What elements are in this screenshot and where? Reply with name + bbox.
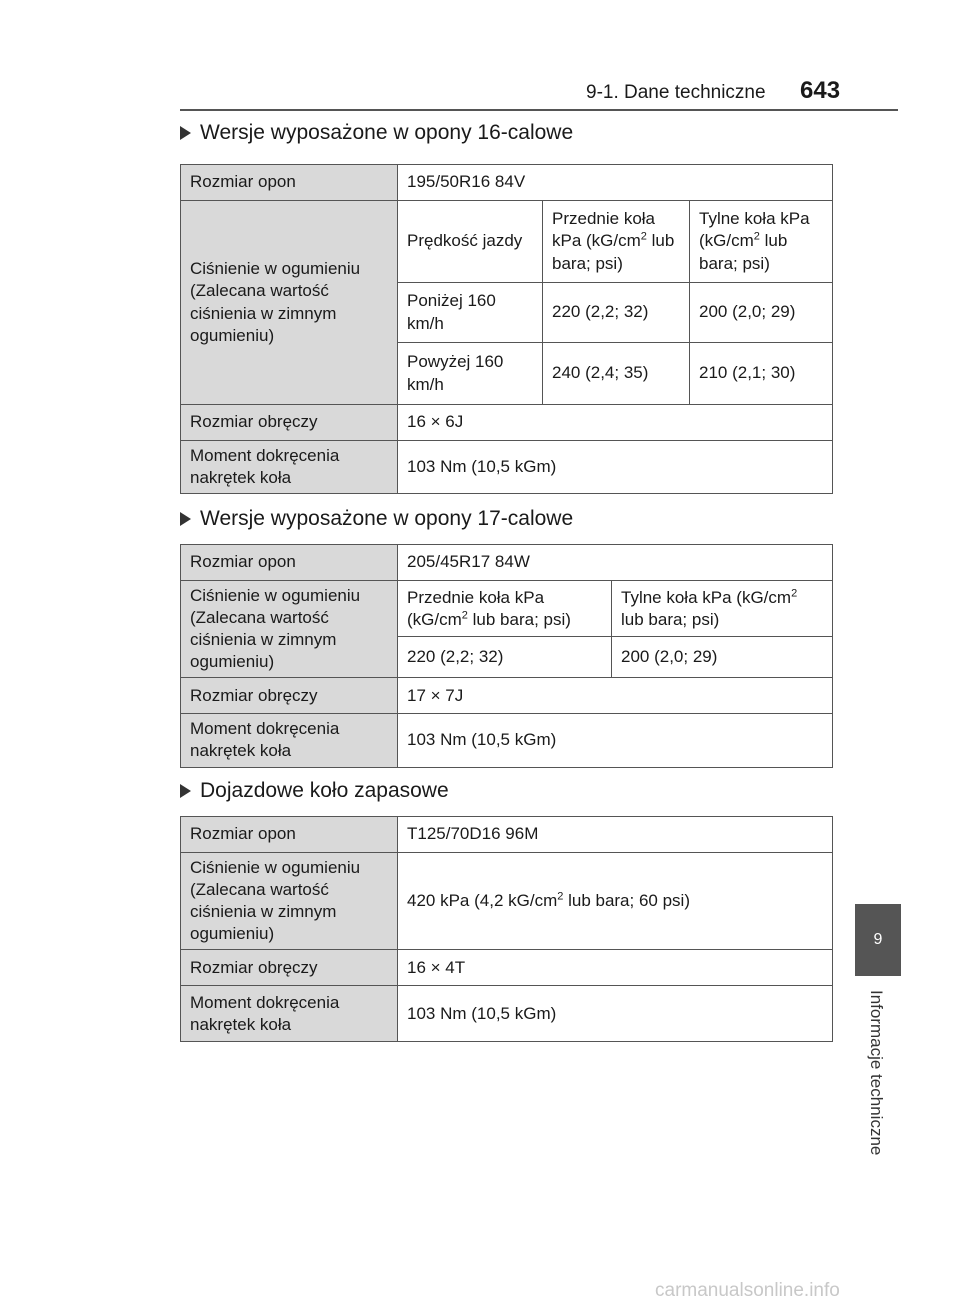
watermark: carmanualsonline.info bbox=[655, 1280, 840, 1301]
spec-table-17-inch bbox=[180, 544, 833, 768]
heading-text: Wersje wyposażone w opony 16-calowe bbox=[200, 121, 574, 144]
tire-size-label: Rozmiar opon bbox=[181, 817, 398, 853]
chapter-title-vertical bbox=[866, 990, 890, 1180]
table-row bbox=[181, 678, 833, 714]
table-row bbox=[181, 581, 833, 637]
section-title: 9-1. Dane techniczne bbox=[586, 82, 766, 103]
table-row bbox=[181, 441, 833, 494]
rear-pressure-value: 200 (2,0; 29) bbox=[690, 283, 833, 343]
tire-size-value: 205/45R17 84W bbox=[398, 545, 833, 581]
tire-size-label: Rozmiar opon bbox=[181, 165, 398, 201]
rim-size-value: 16 × 4T bbox=[398, 950, 833, 986]
table-row bbox=[181, 853, 833, 950]
rim-size-value: 17 × 7J bbox=[398, 678, 833, 714]
page-header bbox=[0, 0, 960, 112]
table-row bbox=[181, 165, 833, 201]
front-pressure-value: 240 (2,4; 35) bbox=[543, 343, 690, 405]
spec-table-spare bbox=[180, 816, 833, 1042]
torque-value: 103 Nm (10,5 kGm) bbox=[398, 986, 833, 1042]
section-heading-16-inch bbox=[180, 121, 573, 145]
table-row bbox=[181, 986, 833, 1042]
rim-size-label: Rozmiar obręczy bbox=[181, 405, 398, 441]
table-row bbox=[181, 201, 833, 283]
table-row bbox=[181, 545, 833, 581]
chapter-number: 9 bbox=[873, 931, 883, 948]
chapter-tab bbox=[855, 904, 901, 976]
table-row bbox=[181, 714, 833, 767]
rim-size-value: 16 × 6J bbox=[398, 405, 833, 441]
rear-pressure-header: Tylne koła kPa ($kG/cm^2$ lub bara; psi) bbox=[612, 581, 833, 637]
speed-header: Prędkość jazdy bbox=[398, 201, 543, 283]
page-number: 643 bbox=[800, 77, 841, 104]
spec-table-16-inch bbox=[180, 164, 833, 494]
speed-value: Poniżej 160 km/h bbox=[398, 283, 543, 343]
torque-label: Moment dokręcenia nakrętek koła bbox=[181, 986, 398, 1042]
section-heading-17-inch bbox=[180, 507, 573, 531]
tire-size-label: Rozmiar opon bbox=[181, 545, 398, 581]
front-pressure-value: 220 (2,2; 32) bbox=[398, 637, 612, 678]
pressure-label: Ciśnienie w ogumieniu (Zalecana wartość ciśnienia w zimnym ogumieniu) bbox=[181, 201, 398, 405]
table-row bbox=[181, 950, 833, 986]
front-pressure-header: Przednie koła kPa ($kG/cm^2$ lub bara; psi) bbox=[398, 581, 612, 637]
speed-value: Powyżej 160 km/h bbox=[398, 343, 543, 405]
rim-size-label: Rozmiar obręczy bbox=[181, 678, 398, 714]
torque-label: Moment dokręcenia nakrętek koła bbox=[181, 441, 398, 494]
heading-text: Wersje wyposażone w opony 17-calowe bbox=[200, 507, 574, 530]
pressure-value: 420 kPa (4,2 $kG/cm^2$ lub bara; 60 psi) bbox=[398, 853, 833, 950]
torque-value: 103 Nm (10,5 kGm) bbox=[398, 714, 833, 767]
heading-text: Dojazdowe koło zapasowe bbox=[200, 779, 449, 802]
table-row bbox=[181, 817, 833, 853]
pressure-label: Ciśnienie w ogumieniu (Zalecana wartość ciśnienia w zimnym ogumieniu) bbox=[181, 853, 398, 950]
tire-size-value: T125/70D16 96M bbox=[398, 817, 833, 853]
rear-pressure-value: 210 (2,1; 30) bbox=[690, 343, 833, 405]
rear-pressure-value: 200 (2,0; 29) bbox=[612, 637, 833, 678]
triangle-bullet-icon bbox=[180, 512, 191, 526]
front-pressure-value: 220 (2,2; 32) bbox=[543, 283, 690, 343]
chapter-title: Informacje techniczne bbox=[867, 990, 886, 1156]
rear-pressure-header: Tylne koła kPa ($kG/cm^2$ lub bara; psi) bbox=[690, 201, 833, 283]
section-heading-spare bbox=[180, 779, 449, 803]
header-divider bbox=[180, 109, 898, 111]
tire-size-value: 195/50R16 84V bbox=[398, 165, 833, 201]
triangle-bullet-icon bbox=[180, 784, 191, 798]
torque-value: 103 Nm (10,5 kGm) bbox=[398, 441, 833, 494]
front-pressure-header: Przednie koła kPa ($kG/cm^2$ lub bara; psi) bbox=[543, 201, 690, 283]
triangle-bullet-icon bbox=[180, 126, 191, 140]
rim-size-label: Rozmiar obręczy bbox=[181, 950, 398, 986]
table-row bbox=[181, 405, 833, 441]
pressure-label: Ciśnienie w ogumieniu (Zalecana wartość ciśnienia w zimnym ogumieniu) bbox=[181, 581, 398, 678]
torque-label: Moment dokręcenia nakrętek koła bbox=[181, 714, 398, 767]
